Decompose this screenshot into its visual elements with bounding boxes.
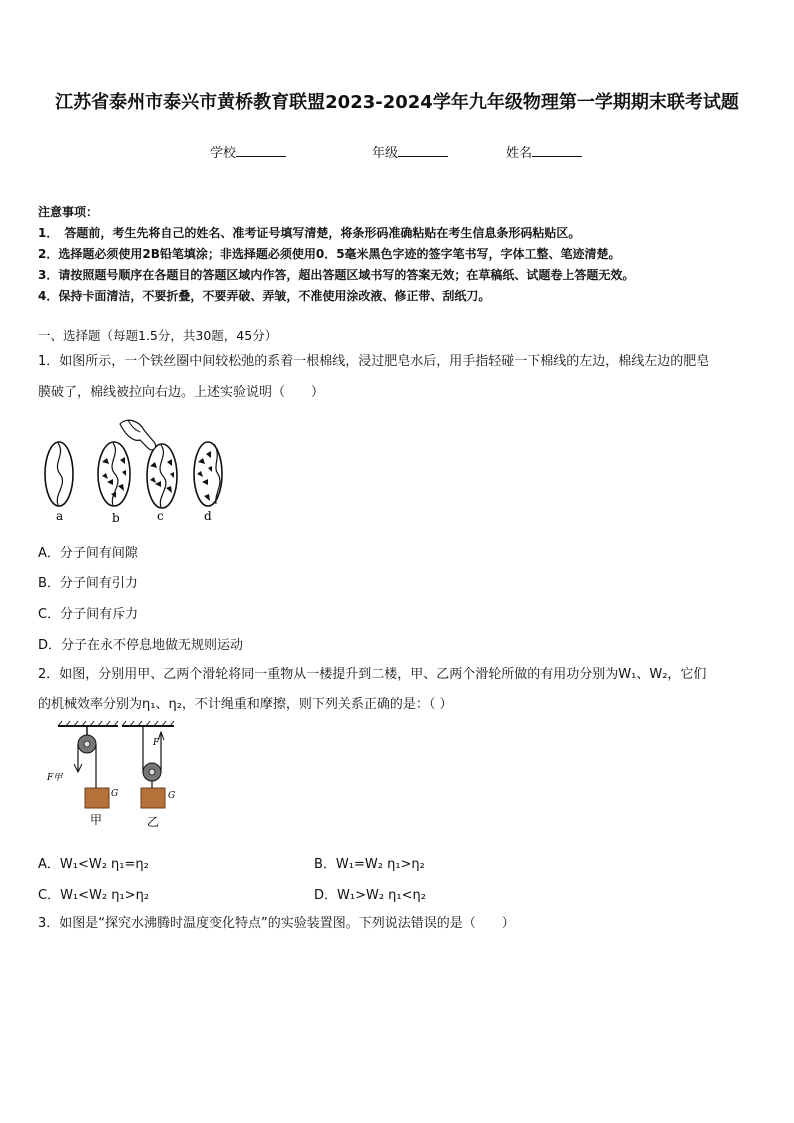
label-jia: 甲 — [90, 813, 103, 827]
school-blank — [236, 143, 286, 157]
q2-option-d: D．W₁>W₂ η₁<η₂ — [314, 888, 426, 903]
grade-label: 年级 — [372, 146, 399, 161]
name-label: 姓名 — [506, 146, 533, 161]
name-field — [506, 142, 582, 161]
ceiling — [58, 721, 174, 726]
force-left-label: F甲 — [47, 773, 63, 783]
q1-option-a: A．分子间有间隙 — [38, 546, 138, 561]
pulley-figure — [40, 720, 200, 832]
force-right-label: F — [153, 738, 160, 748]
label-c: c — [157, 509, 164, 523]
label-d: d — [204, 509, 212, 523]
school-label: 学校 — [210, 146, 237, 161]
question-1-line2: 膜破了，棉线被拉向右边。上述实验说明（ ） — [38, 385, 325, 400]
notes-item: 3．请按照题号顺序在各题目的答题区域内作答，超出答题区域书写的答案无效；在草稿纸、试题卷上答题无效。 — [38, 268, 635, 282]
q2-option-a: A．W₁<W₂ η₁=η₂ — [38, 857, 149, 872]
notes-item: 4．保持卡面清洁，不要折叠，不要弄破、弄皱，不准使用涂改液、修正带、刮纸刀。 — [38, 289, 491, 303]
soap-film-figure — [36, 412, 236, 527]
q1-option-d: D．分子在永不停息地做无规则运动 — [38, 638, 244, 653]
ring-a — [45, 442, 73, 506]
ring-b — [98, 442, 130, 506]
question-3-line1: 3．如图是“探究水沸腾时温度变化特点”的实验装置图。下列说法错误的是（ ） — [38, 916, 515, 931]
name-blank — [532, 143, 582, 157]
section-heading: 一、选择题（每题1.5分，共30题，45分） — [38, 328, 278, 343]
weight-right-label: G — [168, 791, 176, 801]
weight-left-label: G — [111, 789, 119, 799]
exam-title: 江苏省泰州市泰兴市黄桥教育联盟2023-2024学年九年级物理第一学期期末联考试题 — [55, 92, 739, 113]
notes-heading: 注意事项： — [38, 205, 99, 219]
question-2-line2: 的机械效率分别为η₁、η₂，不计绳重和摩擦，则下列关系正确的是：（ ） — [38, 697, 453, 712]
label-a: a — [56, 509, 64, 523]
notes-item: 2．选择题必须使用2B铅笔填涂；非选择题必须使用0．5毫米黑色字迹的签字笔书写，字体工整、笔迹清楚。 — [38, 247, 621, 261]
notes-block — [38, 202, 758, 307]
school-field — [210, 142, 286, 161]
question-2-line1: 2．如图，分别用甲、乙两个滑轮将同一重物从一楼提升到二楼，甲、乙两个滑轮所做的有用功分别为W₁、W₂，它们 — [38, 667, 707, 682]
notes-item: 1． 答题前，考生先将自己的姓名、准考证号填写清楚，将条形码准确粘贴在考生信息条形码粘贴区。 — [38, 226, 581, 240]
label-yi: 乙 — [147, 815, 160, 829]
q1-option-c: C．分子间有斥力 — [38, 607, 139, 622]
label-b: b — [112, 511, 120, 525]
q1-option-b: B．分子间有引力 — [38, 576, 138, 591]
q2-option-b: B．W₁=W₂ η₁>η₂ — [314, 857, 425, 872]
q2-option-c: C．W₁<W₂ η₁>η₂ — [38, 888, 150, 903]
ring-d — [194, 442, 222, 506]
grade-field — [372, 142, 448, 161]
grade-blank — [398, 143, 448, 157]
fixed-pulley — [74, 726, 109, 808]
question-1-line1: 1．如图所示，一个铁丝圈中间较松弛的系着一根棉线，浸过肥皂水后，用手指轻碰一下棉线的左边，棉线左边的肥皂 — [38, 354, 710, 369]
